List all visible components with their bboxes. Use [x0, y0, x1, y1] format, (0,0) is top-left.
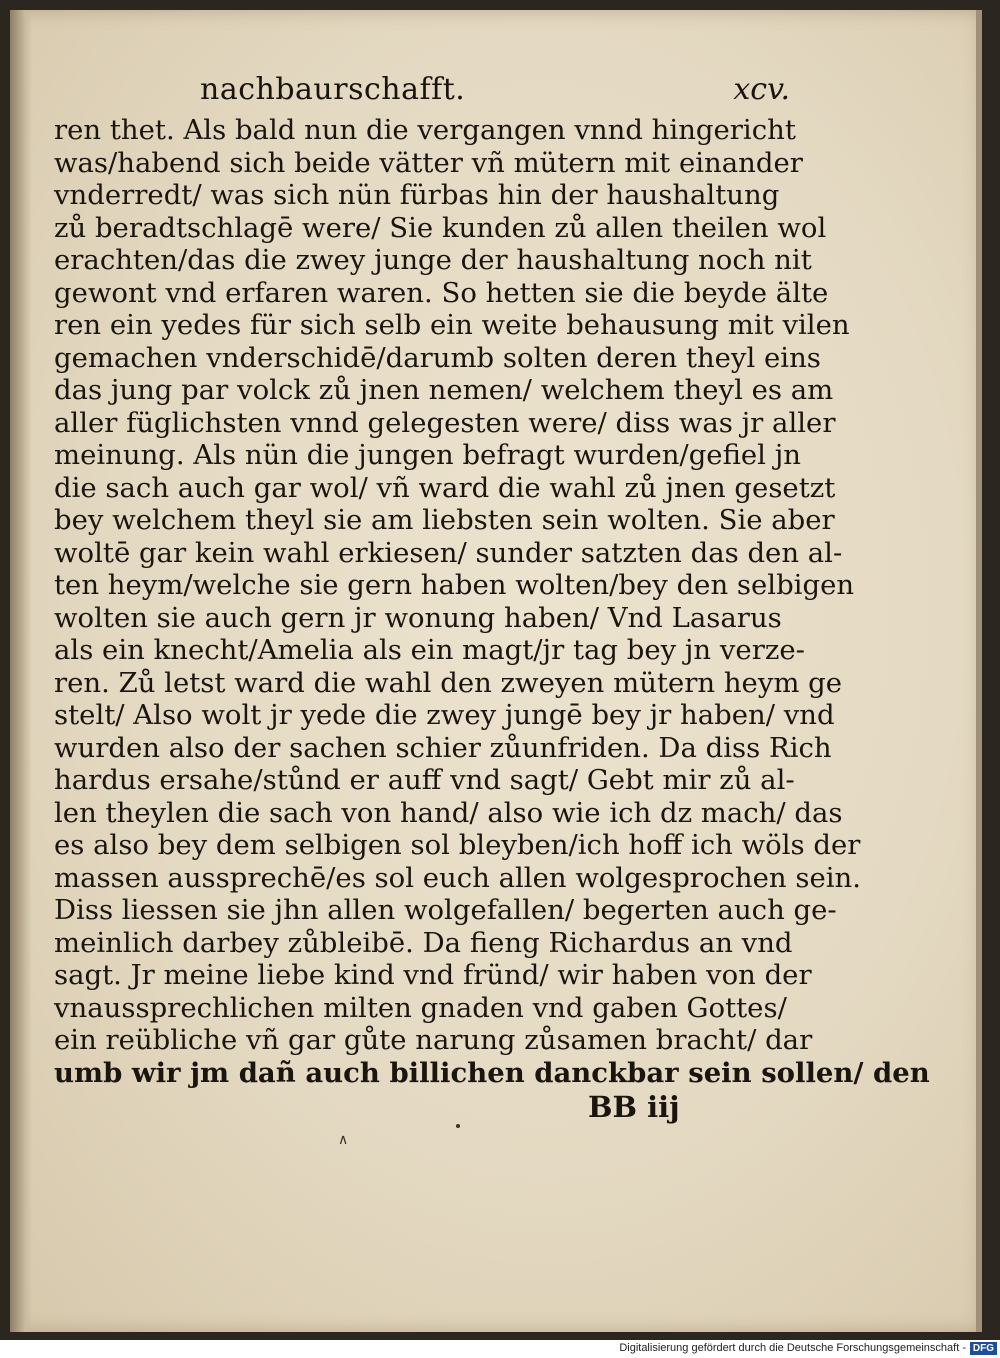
text-line: aller füglichsten vnnd gelegesten were/ diss was jr aller: [54, 406, 836, 439]
text-line: wolten sie auch gern jr wonung haben/ Vnd Lasarus: [54, 601, 782, 634]
text-line: das jung par volck zů jnen nemen/ welchem theyl es am: [54, 374, 834, 406]
text-line: die sach auch gar wol/ vñ ward die wahl zů jnen gesetzt: [54, 471, 836, 504]
folio-number: xcv.: [733, 72, 790, 107]
signature-mark: BB iij: [588, 1090, 680, 1124]
text-line: was/habend sich beide vätter vñ mütern mit einander: [54, 146, 803, 179]
body-text: [54, 114, 930, 1089]
dfg-logo: DFG: [970, 1342, 997, 1355]
text-line: zů beradtschlagē were/ Sie kunden zů allen theilen wol: [54, 211, 827, 244]
text-line: meinung. Als nün die jungen befragt wurden/gefiel jn: [54, 439, 801, 471]
text-line: sagt. Jr meine liebe kind vnd fründ/ wir haben von der: [54, 959, 812, 991]
text-line: meinlich darbey zůbleibē. Da fieng Richardus an vnd: [54, 926, 793, 959]
text-line: hardus ersahe/stůnd er auff vnd sagt/ Gebt mir zů al-: [54, 764, 795, 796]
text-line: ren ein yedes für sich selb ein weite behausung mit vilen: [54, 309, 850, 341]
text-line: es also bey dem selbigen sol bleyben/ich hoff ich wöls der: [54, 829, 861, 861]
footer-bar: [0, 1340, 1000, 1358]
printer-mark-icon: ∧: [338, 1132, 349, 1148]
text-line: gemachen vnderschidē/darumb solten deren theyl eins: [54, 341, 821, 374]
text-line: bey welchem theyl sie am liebsten sein wolten. Sie aber: [54, 504, 835, 536]
page-header: [200, 72, 790, 116]
text-line: woltē gar kein wahl erkiesen/ sunder satzten das den al-: [54, 536, 843, 569]
text-line: ein reübliche vñ gar gůte narung zůsamen bracht/ dar: [54, 1024, 813, 1056]
text-line: len theylen die sach von hand/ also wie ich dz mach/ das: [54, 796, 843, 829]
page-edge: [976, 10, 982, 1332]
text-line: umb wir jm dañ auch billichen danckbar sein sollen/ den: [54, 1056, 930, 1089]
text-line: ren. Zů letst ward die wahl den zweyen mütern heym ge: [54, 666, 843, 699]
page-gutter-shadow: [10, 10, 32, 1332]
funding-credit: Digitalisierung gefördert durch die Deutsche Forschungsgemeinschaft -: [619, 1342, 966, 1354]
text-line: massen aussprechē/es sol euch allen wolgesprochen sein.: [54, 861, 861, 894]
text-line: vnderredt/ was sich nün fürbas hin der haushaltung: [54, 179, 780, 211]
ink-dot-icon: [456, 1124, 460, 1128]
text-line: ten heym/welche sie gern haben wolten/bey den selbigen: [54, 569, 855, 601]
text-line: gewont vnd erfaren waren. So hetten sie die beyde älte: [54, 276, 829, 309]
text-line: als ein knecht/Amelia als ein magt/jr tag bey jn verze-: [54, 634, 805, 666]
text-line: stelt/ Also wolt jr yede die zwey jungē bey jr haben/ vnd: [54, 699, 835, 731]
text-line: wurden also der sachen schier zůunfriden. Da diss Rich: [54, 731, 832, 764]
text-line: vnaussprechlichen milten gnaden vnd gaben Gottes/: [54, 991, 787, 1024]
text-line: ren thet. Als bald nun die vergangen vnnd hingericht: [54, 114, 796, 146]
text-line: Diss liessen sie jhn allen wolgefallen/ begerten auch ge-: [54, 894, 837, 926]
text-line: erachten/das die zwey junge der haushaltung noch nit: [54, 244, 812, 276]
running-head: nachbaurschafft.: [200, 72, 466, 107]
